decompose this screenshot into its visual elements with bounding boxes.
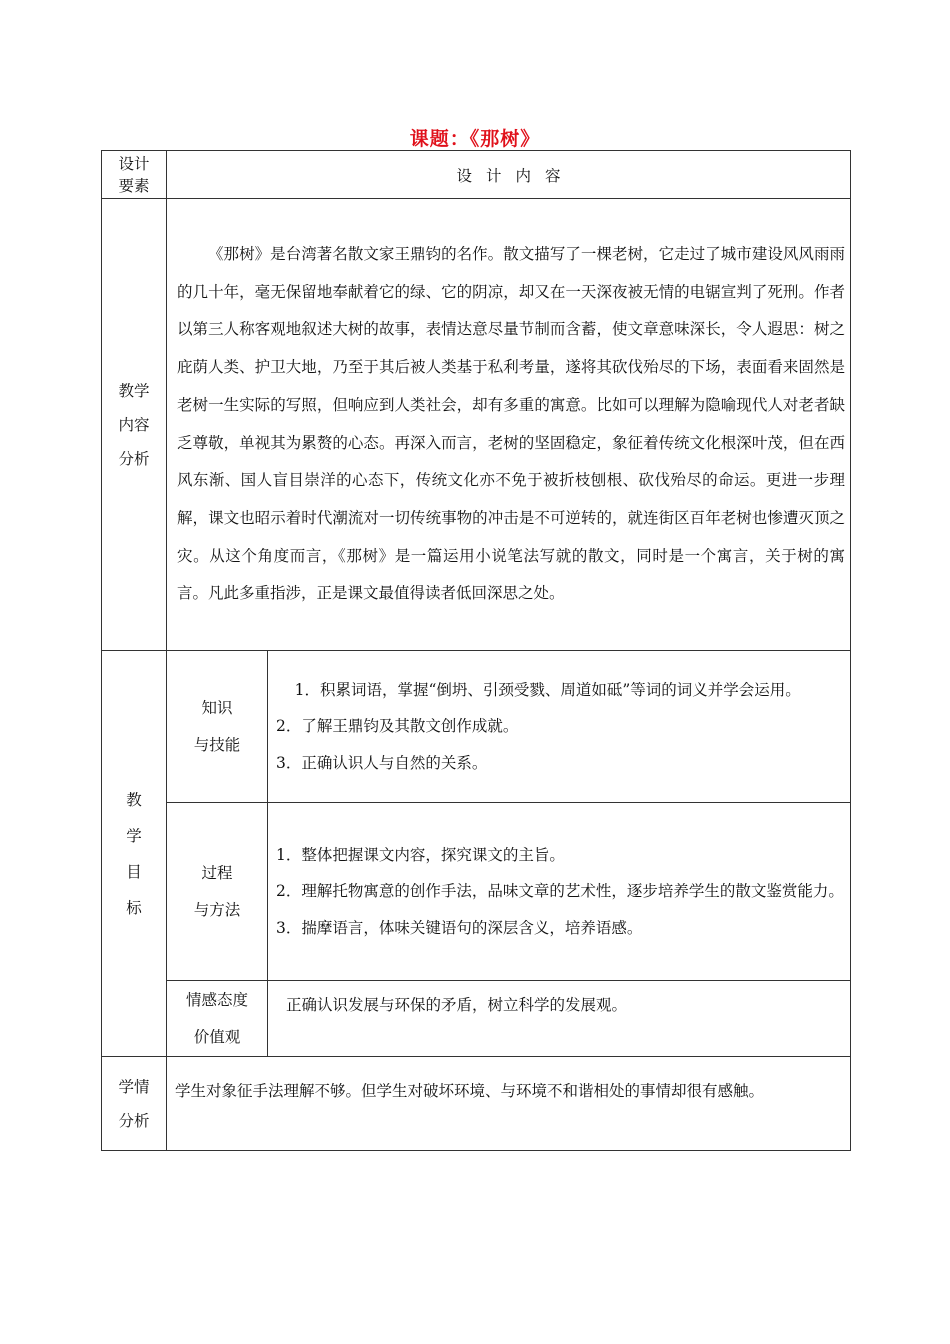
process-label-cell xyxy=(167,803,268,981)
student-row xyxy=(102,1057,851,1151)
header-label-line2: 要素 xyxy=(118,176,150,195)
lesson-design-table xyxy=(101,150,851,1151)
analysis-text-cell xyxy=(167,199,851,651)
student-label-line2: 分析 xyxy=(118,1111,150,1130)
knowledge-item-3: 3．正确认识人与自然的关系。 xyxy=(276,753,488,772)
process-label-line1: 过程 xyxy=(201,863,233,882)
student-label xyxy=(102,1070,166,1138)
process-item-2: 2．理解托物寓意的创作手法，品味文章的艺术性，逐步培养学生的散文鉴赏能力。 xyxy=(276,882,844,901)
process-item-1: 1．整体把握课文内容，探究课文的主旨。 xyxy=(276,845,565,864)
process-list xyxy=(268,837,850,947)
header-label-line1: 设计 xyxy=(118,154,150,173)
student-label-line1: 学情 xyxy=(118,1077,150,1096)
analysis-label-line3: 分析 xyxy=(118,449,150,468)
emotion-label-line1: 情感态度 xyxy=(185,990,248,1009)
emotion-label-cell xyxy=(167,981,268,1057)
knowledge-item-2: 2．了解王鼎钧及其散文创作成就。 xyxy=(276,717,519,736)
goals-label-char4: 标 xyxy=(126,898,142,917)
analysis-paragraph: 《那树》是台湾著名散文家王鼎钧的名作。散文描写了一棵老树，它走过了城市建设风风雨雨的几十年，毫无保留地奉献着它的绿、它的阴凉，却又在一天深夜被无情的电锯宣判了死刑。作者以第三人称客观地叙述大树的故事，表情达意尽量节制而含蓄，使文章意味深长，令人遐思：树之庇荫人类、护卫大地，乃至于其后被人类基于私利考量，遂将其砍伐殆尽的下场，表面看来固然是老树一生实际的写照，但响应到人类社会，却有多重的寓意。比如可以理解为隐喻现代人对老者缺乏尊敬，单视其为累赘的心态。再深入而言，老树的坚固稳定，象征着传统文化根深叶茂，但在西风东渐、国人盲目崇洋的心态下，传统文化亦不免于被折枝刨根、砍伐殆尽的命运。更进一步理解，课文也昭示着时代潮流对一切传统事物的冲击是不可逆转的，就连街区百年老树也惨遭灭顶之灾。从这个角度而言，《那树》是一篇运用小说笔法写就的散文，同时是一个寓言，关于树的寓言。凡此多重指涉，正是课文最值得读者低回深思之处。 xyxy=(177,244,846,603)
student-text: 学生对象征手法理解不够。但学生对破坏环境、与环境不和谐相处的事情却很有感触。 xyxy=(175,1082,765,1100)
emotion-row xyxy=(102,981,851,1057)
knowledge-row xyxy=(102,651,851,803)
analysis-label-cell xyxy=(102,199,167,651)
analysis-label xyxy=(102,374,166,476)
student-label-cell xyxy=(102,1057,167,1151)
knowledge-label-line2: 与技能 xyxy=(193,735,241,754)
process-content-cell xyxy=(268,803,851,981)
emotion-content-cell xyxy=(268,981,851,1057)
student-content-cell xyxy=(167,1057,851,1151)
knowledge-item-1: 1．积累词语，掌握“倒坍、引颈受戮、周道如砥”等词的词义并学会运用。 xyxy=(294,680,801,699)
analysis-label-line2: 内容 xyxy=(118,415,150,434)
header-row xyxy=(102,151,851,199)
header-label xyxy=(102,153,166,197)
header-content: 设计内容 xyxy=(456,166,575,185)
analysis-row xyxy=(102,199,851,651)
process-row xyxy=(102,803,851,981)
analysis-label-line1: 教学 xyxy=(118,381,150,400)
header-label-cell xyxy=(102,151,167,199)
knowledge-list xyxy=(268,672,850,782)
page-title: 课题：《那树》 xyxy=(409,128,541,150)
goals-label-cell xyxy=(102,651,167,1057)
process-item-3: 3．揣摩语言，体味关键语句的深层含义，培养语感。 xyxy=(276,918,643,937)
header-content-cell xyxy=(167,151,851,199)
goals-label xyxy=(102,782,166,926)
process-label-line2: 与方法 xyxy=(193,900,241,919)
process-label xyxy=(167,855,267,929)
knowledge-label-cell xyxy=(167,651,268,803)
knowledge-label xyxy=(167,690,267,764)
emotion-label xyxy=(167,982,267,1056)
knowledge-label-line1: 知识 xyxy=(201,698,233,717)
goals-label-char2: 学 xyxy=(126,826,142,845)
knowledge-content-cell xyxy=(268,651,851,803)
goals-label-char1: 教 xyxy=(126,790,142,809)
emotion-text: 正确认识发展与环保的矛盾，树立科学的发展观。 xyxy=(286,996,628,1014)
emotion-label-line2: 价值观 xyxy=(193,1027,241,1046)
goals-label-char3: 目 xyxy=(126,862,142,881)
